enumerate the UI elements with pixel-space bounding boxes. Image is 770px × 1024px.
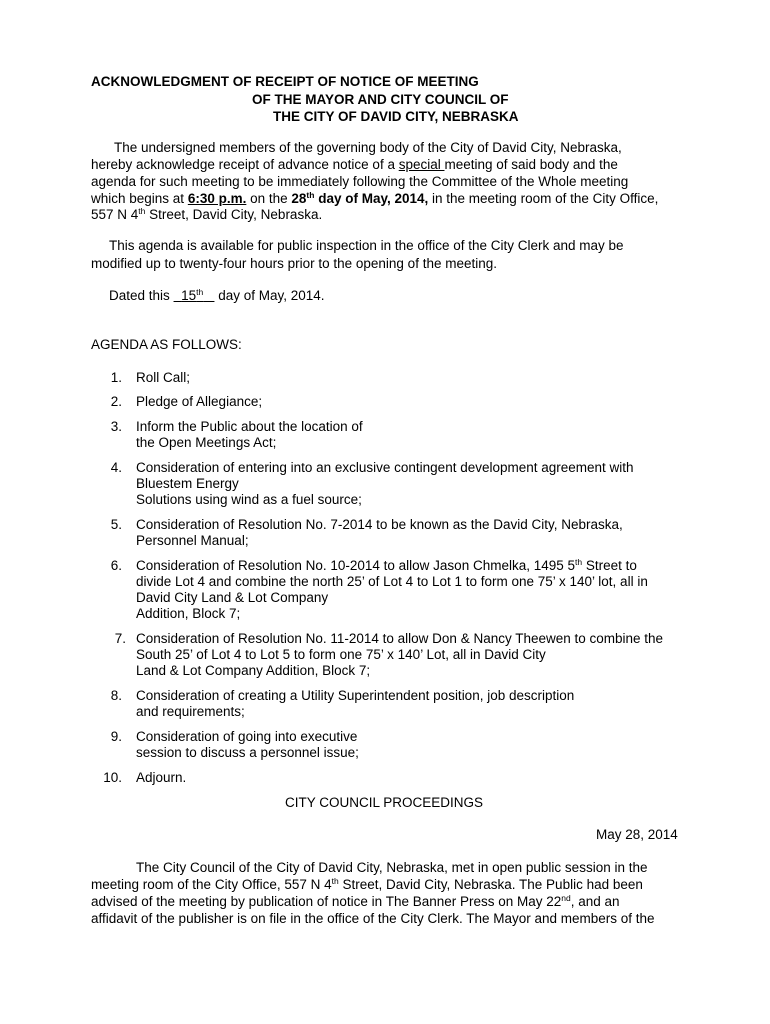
agenda-item-text: session to discuss a personnel issue;: [136, 745, 359, 760]
agenda-item-number: 10.: [103, 770, 122, 785]
availability-line-2: modified up to twenty-four hours prior to the opening of the meeting.: [91, 256, 497, 271]
agenda-item-text: Pledge of Allegiance;: [136, 394, 263, 409]
agenda-item-number: 1.: [110, 370, 122, 385]
dated-day-blank: 15th: [181, 287, 204, 303]
agenda-item-text: Consideration of entering into an exclusive contingent development agreement with: [136, 460, 634, 475]
agenda-item-text: Consideration of Resolution No. 11-2014 to allow Don & Nancy Theewen to combine the: [136, 631, 664, 646]
agenda-item-number: 8.: [110, 688, 122, 703]
agenda-item-number: 6.: [110, 558, 122, 573]
agenda-item-text: Adjourn.: [136, 770, 187, 785]
agenda-item-text: Consideration of Resolution No. 7-2014 to be known as the David City, Nebraska,: [136, 517, 623, 532]
dated-line: Dated this 15th day of May, 2014.: [109, 287, 325, 303]
proceedings-line-4: affidavit of the publisher is on file in the office of the City Clerk. The Mayor and members of the: [91, 911, 655, 926]
proceedings-line-3: advised of the meeting by publication of notice in The Banner Press on May 22nd, and an: [91, 893, 620, 909]
proceedings-line-1: The City Council of the City of David City, Nebraska, met in open public session in the: [136, 860, 648, 875]
agenda-item-text: David City Land & Lot Company: [136, 590, 329, 605]
agenda-item-text: Land & Lot Company Addition, Block 7;: [136, 663, 371, 678]
agenda-item-text: Consideration of creating a Utility Superintendent position, job description: [136, 688, 575, 703]
proceedings-line-2: meeting room of the City Office, 557 N 4th Street, David City, Nebraska. The Public had been: [91, 876, 643, 892]
meeting-date: 28th day of May, 2014,: [291, 190, 429, 206]
agenda-item-number: 2.: [110, 394, 122, 409]
agenda-item-text: and requirements;: [136, 704, 245, 719]
meeting-type-blank: special: [398, 157, 445, 172]
agenda-item-text: Inform the Public about the location of: [136, 419, 363, 434]
agenda-item-text: Consideration of going into executive: [136, 729, 358, 744]
header-line-3: THE CITY OF DAVID CITY, NEBRASKA: [273, 109, 519, 124]
agenda-item-number: 5.: [110, 517, 122, 532]
agenda-item-number: 3.: [110, 419, 122, 434]
proceedings-date: May 28, 2014: [596, 827, 678, 842]
meeting-time: 6:30 p.m.: [187, 191, 247, 206]
agenda-heading: AGENDA AS FOLLOWS:: [91, 337, 242, 352]
agenda-item-text: Bluestem Energy: [136, 476, 239, 491]
intro-line-5: 557 N 4th Street, David City, Nebraska.: [91, 206, 323, 222]
agenda-item-text: Solutions using wind as a fuel source;: [136, 492, 362, 507]
agenda-item-number: 9.: [110, 729, 122, 744]
header-line-2: OF THE MAYOR AND CITY COUNCIL OF: [252, 92, 509, 107]
agenda-item-text: Addition, Block 7;: [136, 606, 241, 621]
agenda-item-text: Roll Call;: [136, 370, 191, 385]
intro-line-3: agenda for such meeting to be immediately following the Committee of the Whole meeting: [91, 174, 629, 189]
agenda-item-text: the Open Meetings Act;: [136, 435, 277, 450]
agenda-item-text: divide Lot 4 and combine the north 25’ of Lot 4 to Lot 1 to form one 75’ x 140’ lot, all in: [136, 574, 648, 589]
intro-line-4: which begins at 6:30 p.m. on the 28th day of May, 2014, in the meeting room of the City Office,: [91, 190, 659, 206]
header-line-1: ACKNOWLEDGMENT OF RECEIPT OF NOTICE OF MEETING: [91, 74, 479, 89]
agenda-item-text: Consideration of Resolution No. 10-2014 to allow Jason Chmelka, 1495 5th Street to: [136, 557, 637, 573]
availability-line-1: This agenda is available for public inspection in the office of the City Clerk and may be: [109, 238, 624, 253]
agenda-item-text: South 25’ of Lot 4 to Lot 5 to form one 75’ x 140’ Lot, all in David City: [136, 647, 546, 662]
proceedings-title: CITY COUNCIL PROCEEDINGS: [285, 795, 484, 810]
agenda-item-number: 4.: [110, 460, 122, 475]
intro-line-2: hereby acknowledge receipt of advance notice of a special meeting of said body and the: [91, 157, 618, 172]
intro-line-1: The undersigned members of the governing body of the City of David City, Nebraska,: [114, 140, 622, 155]
agenda-item-text: Personnel Manual;: [136, 533, 249, 548]
agenda-item-number: 7.: [114, 631, 126, 646]
